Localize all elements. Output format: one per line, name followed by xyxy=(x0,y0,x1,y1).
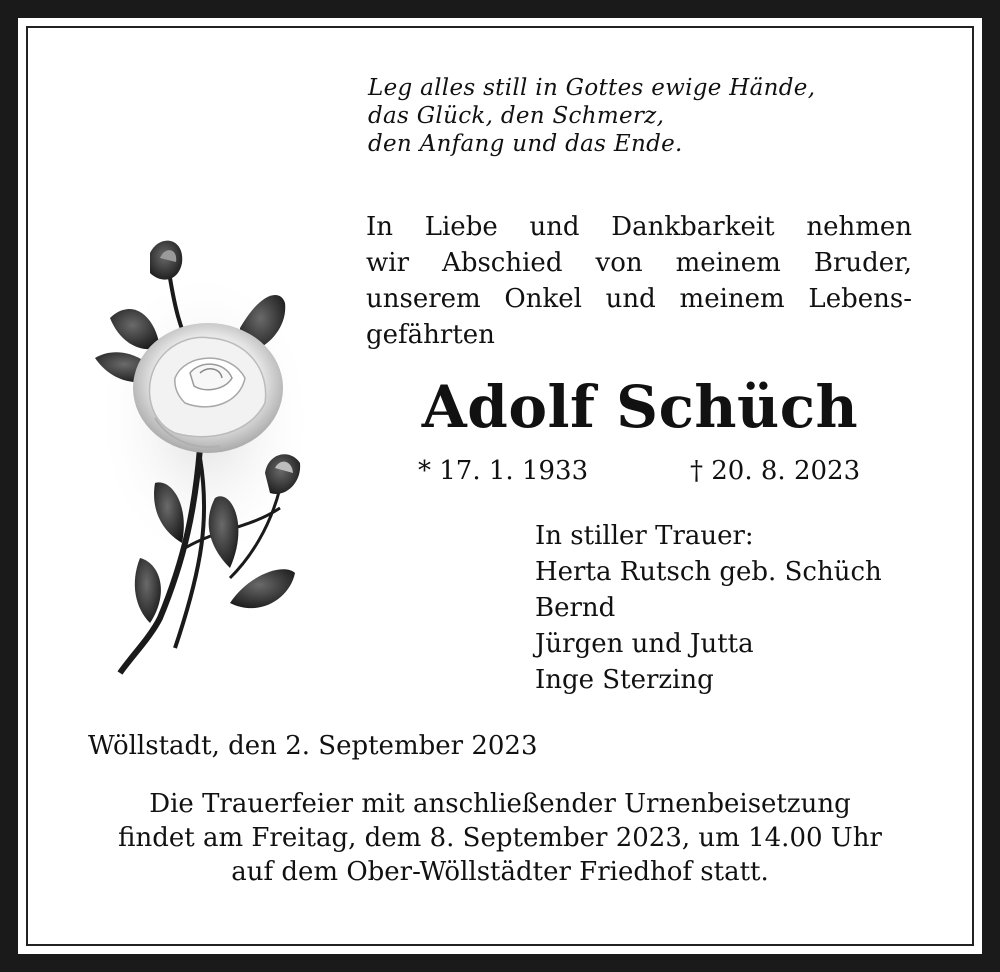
rose-illustration xyxy=(90,228,330,678)
mourner-name: Herta Rutsch geb. Schüch xyxy=(535,557,882,587)
intro-text xyxy=(366,209,912,353)
verse-line: Leg alles still in Gottes ewige Hände, xyxy=(368,75,816,101)
mourners-list xyxy=(535,518,955,698)
ceremony-line: Die Trauerfeier mit anschließender Urnenbeisetzung xyxy=(149,789,851,819)
ceremony-line: auf dem Ober-Wöllstädter Friedhof statt. xyxy=(231,857,769,887)
ceremony-info xyxy=(60,787,940,889)
intro-line: gefährten xyxy=(366,320,495,350)
verse xyxy=(368,74,928,158)
verse-line: das Glück, den Schmerz, xyxy=(368,103,665,129)
mourner-name: Bernd xyxy=(535,593,616,623)
place-and-date: Wöllstadt, den 2. September 2023 xyxy=(88,731,538,761)
mourner-name: Jürgen und Jutta xyxy=(535,629,754,659)
birth-date: * 17. 1. 1933 xyxy=(418,456,589,486)
mourners-heading: In stiller Trauer: xyxy=(535,521,754,551)
death-date: † 20. 8. 2023 xyxy=(690,456,861,486)
verse-line: den Anfang und das Ende. xyxy=(368,131,683,157)
intro-line: unserem Onkel und meinem Lebens- xyxy=(366,284,912,314)
mourner-name: Inge Sterzing xyxy=(535,665,714,695)
intro-line: In Liebe und Dankbarkeit nehmen xyxy=(366,212,912,242)
deceased-name: Adolf Schüch xyxy=(421,373,859,441)
intro-line: wir Abschied von meinem Bruder, xyxy=(366,248,912,278)
ceremony-line: findet am Freitag, dem 8. September 2023, um 14.00 Uhr xyxy=(118,823,882,853)
